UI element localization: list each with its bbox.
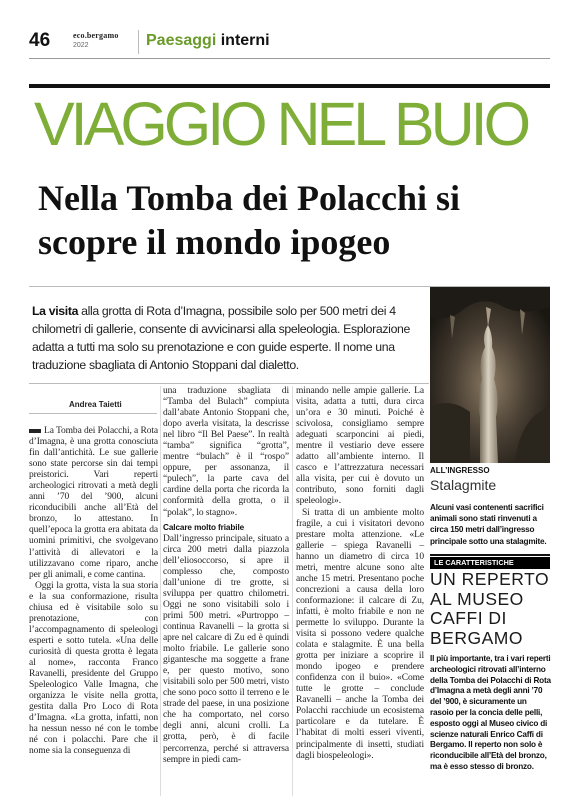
headline-kicker: VIAGGIO NEL BUIO — [34, 90, 528, 158]
sidebar-label: LE CARATTERISTICHE — [430, 557, 550, 569]
paragraph: una traduzione sbagliata di “Tamba del Bulach” compiuta dall’abate Antonio Stoppani che, dopo averla visitata, la descrisse nel libro “Il Bel Paese”. In realtà “tamba” significa “grotta”, mentre “bulach” è il “rospo” oppure, per assonanza, il “pulech”, la parte cava del cardine della porta che ricorda la conformità della grotta, o il “polak”, lo stagno». — [163, 386, 289, 518]
paragraph: Oggi la grotta, vista la sua storia e la sua conformazione, risulta chiusa ed è visitabile solo su prenotazione, con l’accompagnamento di speleologi esperti e sotto tutela. «Una delle curiosità di questa grotta è legata al nome», racconta Franco Ravanelli, presidente del Gruppo Speleologico Valle Imagna, che organizza le visite nella grotta, gestita dalla Pro Loco di Rota d’Imagna. «La grotta, infatti, non ha nessun nesso né con le tombe né con i polacchi. Pare che il nome sia la conseguenza di — [29, 580, 158, 757]
headline-title: Nella Tomba dei Polacchi si scopre il mondo ipogeo — [38, 178, 461, 262]
section-title-b: interni — [220, 32, 270, 49]
header-rule — [29, 58, 550, 59]
body-column-1 — [29, 426, 158, 757]
byline-rule — [29, 413, 157, 414]
cave-photo — [430, 287, 550, 463]
header-divider — [138, 30, 139, 54]
byline: Andrea Taietti — [69, 400, 122, 409]
page-number: 46 — [29, 30, 51, 51]
body-column-3 — [296, 386, 424, 762]
lead-bullet-icon — [29, 429, 41, 433]
summary-text: alla grotta di Rota d’Imagna, possibile solo per 500 metri dei 4 chilometri di gallerie, consente di avvicinarsi alla speleologia. Esplorazione adatta a tutti ma solo su prenotazione e con guide esperte. Il nome una traduzione sbagliata di Antonio Stoppani dal dialetto. — [32, 304, 411, 372]
paragraph: Si tratta di un ambiente molto fragile, a cui i visitatori devono prestare molta attenzione. «Le gallerie – spiega Ravanelli – hanno un diametro di circa 10 metri, mentre alcune sono alte anche 15 metri. Presentano poche concrezioni a causa della loro conformazione: il calcare di Zu, infatti, è molto friabile e non ne permette lo sviluppo. Durante la visita si possono vedere qualche colata e stalagmite. È una bella grotta per iniziare a scoprire il mondo ipogeo e prendere confidenza con il buio». «Come tutte le grotte – conclude Ravanelli – anche la Tomba dei Polacchi racchiude un ecosistema particolare e da tutelare. È l’habitat di molti esseri viventi, principalmente di insetti, studiati dagli biospeleologi». — [296, 507, 424, 761]
paragraph: minando nelle ampie gallerie. La visita, adatta a tutti, dura circa un’ora e 30 minuti. Poiché è scivolosa, consigliamo sempre adeguati scarponcini ai piedi, mentre il vestiario deve essere adatto all’ambiente interno. Il casco e l’attrezzatura necessari alla visita, per cui è dovuto un contributo, sono forniti dagli speleologi». — [296, 386, 424, 507]
paragraph — [29, 426, 158, 581]
sidebar-title: UN REPERTO AL MUSEO CAFFI DI BERGAMO — [430, 569, 550, 648]
paragraph: Dall’ingresso principale, situato a circa 200 metri dalla piazzola dell’eliosoccorso, si apre il complesso che, composto dall’unione di tre grotte, si sviluppa per quattro chilometri. Oggi ne sono visitabili solo i primi 500 metri. «Purtroppo – continua Ravanelli – la grotta si apre nel calcare di Zu ed è quindi molto friabile. Le gallerie sono gigantesche ma soggette a frane e, per questo motivo, sono visitabili solo per 500 metri, visto che sono poco sotto il terreno e le strade del paese, in una posizione che ha comportato, nel corso degli anni, alcuni crolli. La grotta, però, è di facile percorrenza, perché si attraversa sempre in piedi cam- — [163, 533, 289, 765]
summary — [32, 302, 422, 374]
column-subhead: Calcare molto friabile — [163, 522, 245, 532]
sidebar-text: Il più importante, tra i vari reperti archeologici ritrovati all’interno della Tomba dei Polacchi di Rota d’Imagna a metà degli anni ’70 del ’900, è sicuramente un rasoio per la concia delle pelli, esposto oggi al Museo civico di scienze naturali Enrico Caffi di Bergamo. Il reperto non solo è riconducibile all’Età del bronzo, ma è esso stesso di bronzo. — [430, 654, 551, 771]
sidebar-rule — [430, 554, 550, 556]
brand-year: 2022 — [73, 42, 89, 49]
photo-caption-title: Stalagmite — [430, 477, 497, 493]
column-divider — [160, 386, 161, 796]
photo-caption-text: Alcuni vasi contenenti sacrifici animali sono stati rinvenuti a circa 150 metri dall’ingresso principale sotto una stalagmite. — [430, 503, 547, 546]
section-title — [146, 32, 270, 50]
photo-caption-label: ALL’INGRESSO — [430, 466, 490, 475]
column-divider — [292, 386, 293, 796]
summary-rule — [29, 383, 429, 384]
paragraph-text: La Tomba dei Polacchi, a Rota d’Imagna, è una grotta conosciuta fin dall’antichità. Le sue gallerie sono state percorse sin dai tempi preistorici. Vari reperti archeologici ritrovati a metà degli anni ’70 del ’900, alcuni riconducibili anche all’Età del bronzo, lo attestano. In quell’epoca la grotta era abitata da uomini primitivi, che svolgevano l’attività di allevatori e la utilizzavano come riparo, anche per gli animali, e come cantina. — [29, 426, 158, 580]
stalagmite-photo-graphic — [430, 287, 550, 463]
summary-lead: La visita — [32, 304, 79, 318]
section-title-a: Paesaggi — [146, 32, 217, 49]
brand-name: eco.bergamo — [73, 31, 119, 40]
body-column-2 — [163, 386, 289, 766]
headline-bar — [29, 84, 550, 88]
